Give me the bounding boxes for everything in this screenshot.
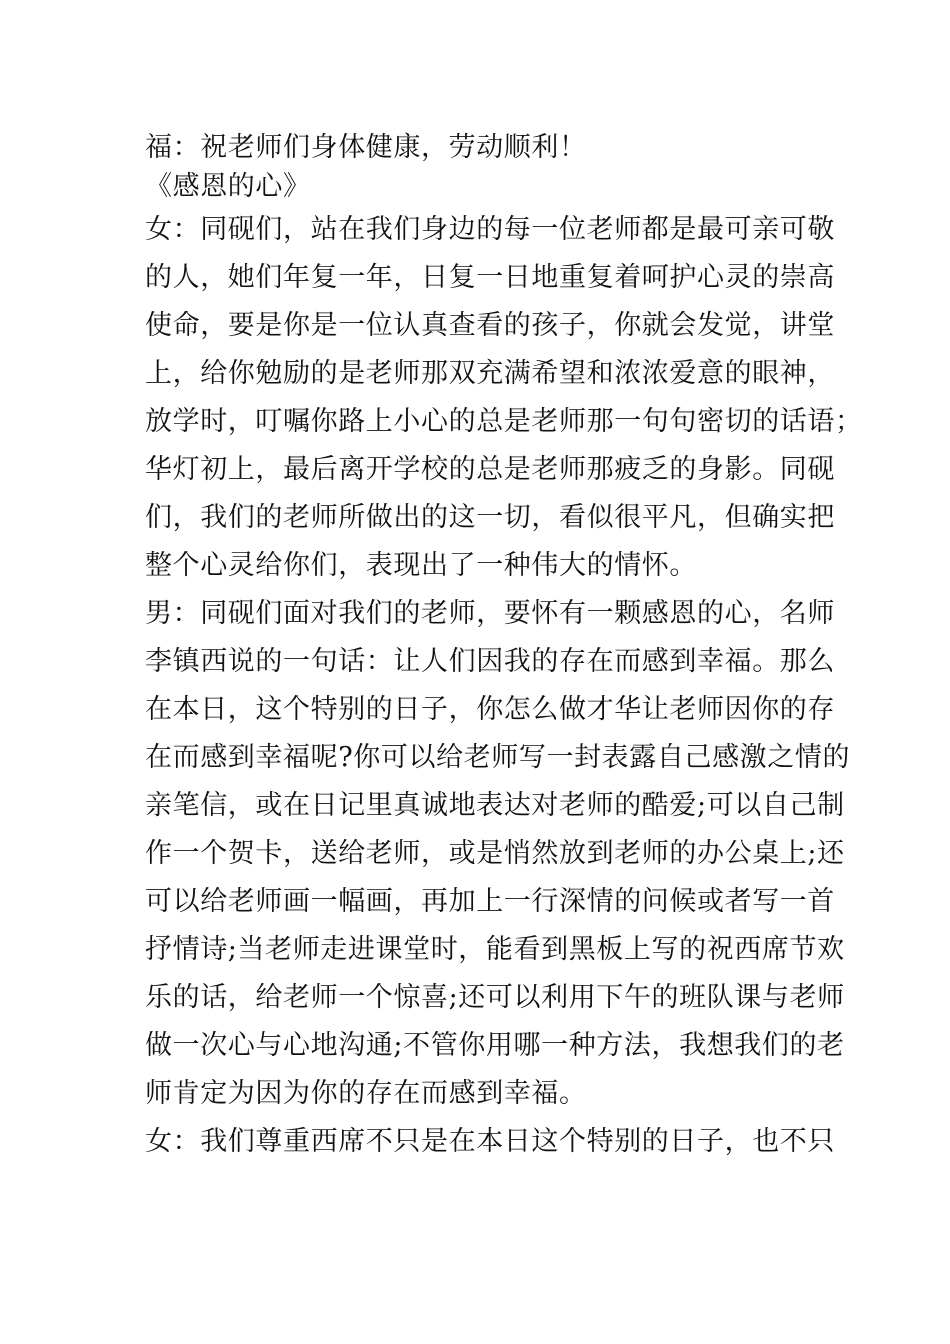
text-line: 乐的话，给老师一个惊喜;还可以利用下午的班队课与老师 — [145, 982, 845, 1013]
text-line: 福：祝老师们身体健康，劳动顺利！ — [145, 132, 587, 163]
text-line: 整个心灵给你们，表现出了一种伟大的情怀。 — [145, 550, 697, 581]
text-line: 放学时，叮嘱你路上小心的总是老师那一句句密切的话语； — [145, 406, 863, 437]
text-line: 可以给老师画一幅画，再加上一行深情的问候或者写一首 — [145, 886, 835, 917]
document-body — [145, 128, 863, 1166]
text-line: 作一个贺卡，送给老师，或是悄然放到老师的办公桌上;还 — [145, 838, 845, 869]
text-line: 做一次心与心地沟通;不管你用哪一种方法，我想我们的老 — [145, 1030, 845, 1061]
text-line: 师肯定为因为你的存在而感到幸福。 — [145, 1078, 587, 1109]
text-line: 使命，要是你是一位认真查看的孩子，你就会发觉，讲堂 — [145, 310, 835, 341]
text-line: 的人，她们年复一年，日复一日地重复着呵护心灵的崇高 — [145, 262, 835, 293]
text-line: 男：同砚们面对我们的老师，要怀有一颗感恩的心，名师 — [145, 598, 835, 629]
text-line: 上，给你勉励的是老师那双充满希望和浓浓爱意的眼神， — [145, 358, 835, 389]
text-line: 李镇西说的一句话：让人们因我的存在而感到幸福。那么 — [145, 646, 835, 677]
text-line: 们，我们的老师所做出的这一切，看似很平凡，但确实把 — [145, 502, 835, 533]
text-line: 在而感到幸福呢?你可以给老师写一封表露自己感激之情的 — [145, 742, 851, 773]
text-line: 抒情诗;当老师走进课堂时，能看到黑板上写的祝西席节欢 — [145, 934, 845, 965]
text-line: 女：我们尊重西席不只是在本日这个特别的日子，也不只 — [145, 1126, 835, 1157]
section-title: 《感恩的心》 — [145, 171, 311, 202]
text-line: 华灯初上，最后离开学校的总是老师那疲乏的身影。同砚 — [145, 454, 835, 485]
text-line: 亲笔信，或在日记里真诚地表达对老师的酷爱;可以自己制 — [145, 790, 845, 821]
text-line: 女：同砚们，站在我们身边的每一位老师都是最可亲可敬 — [145, 214, 835, 245]
text-line: 在本日，这个特别的日子，你怎么做才华让老师因你的存 — [145, 694, 835, 725]
